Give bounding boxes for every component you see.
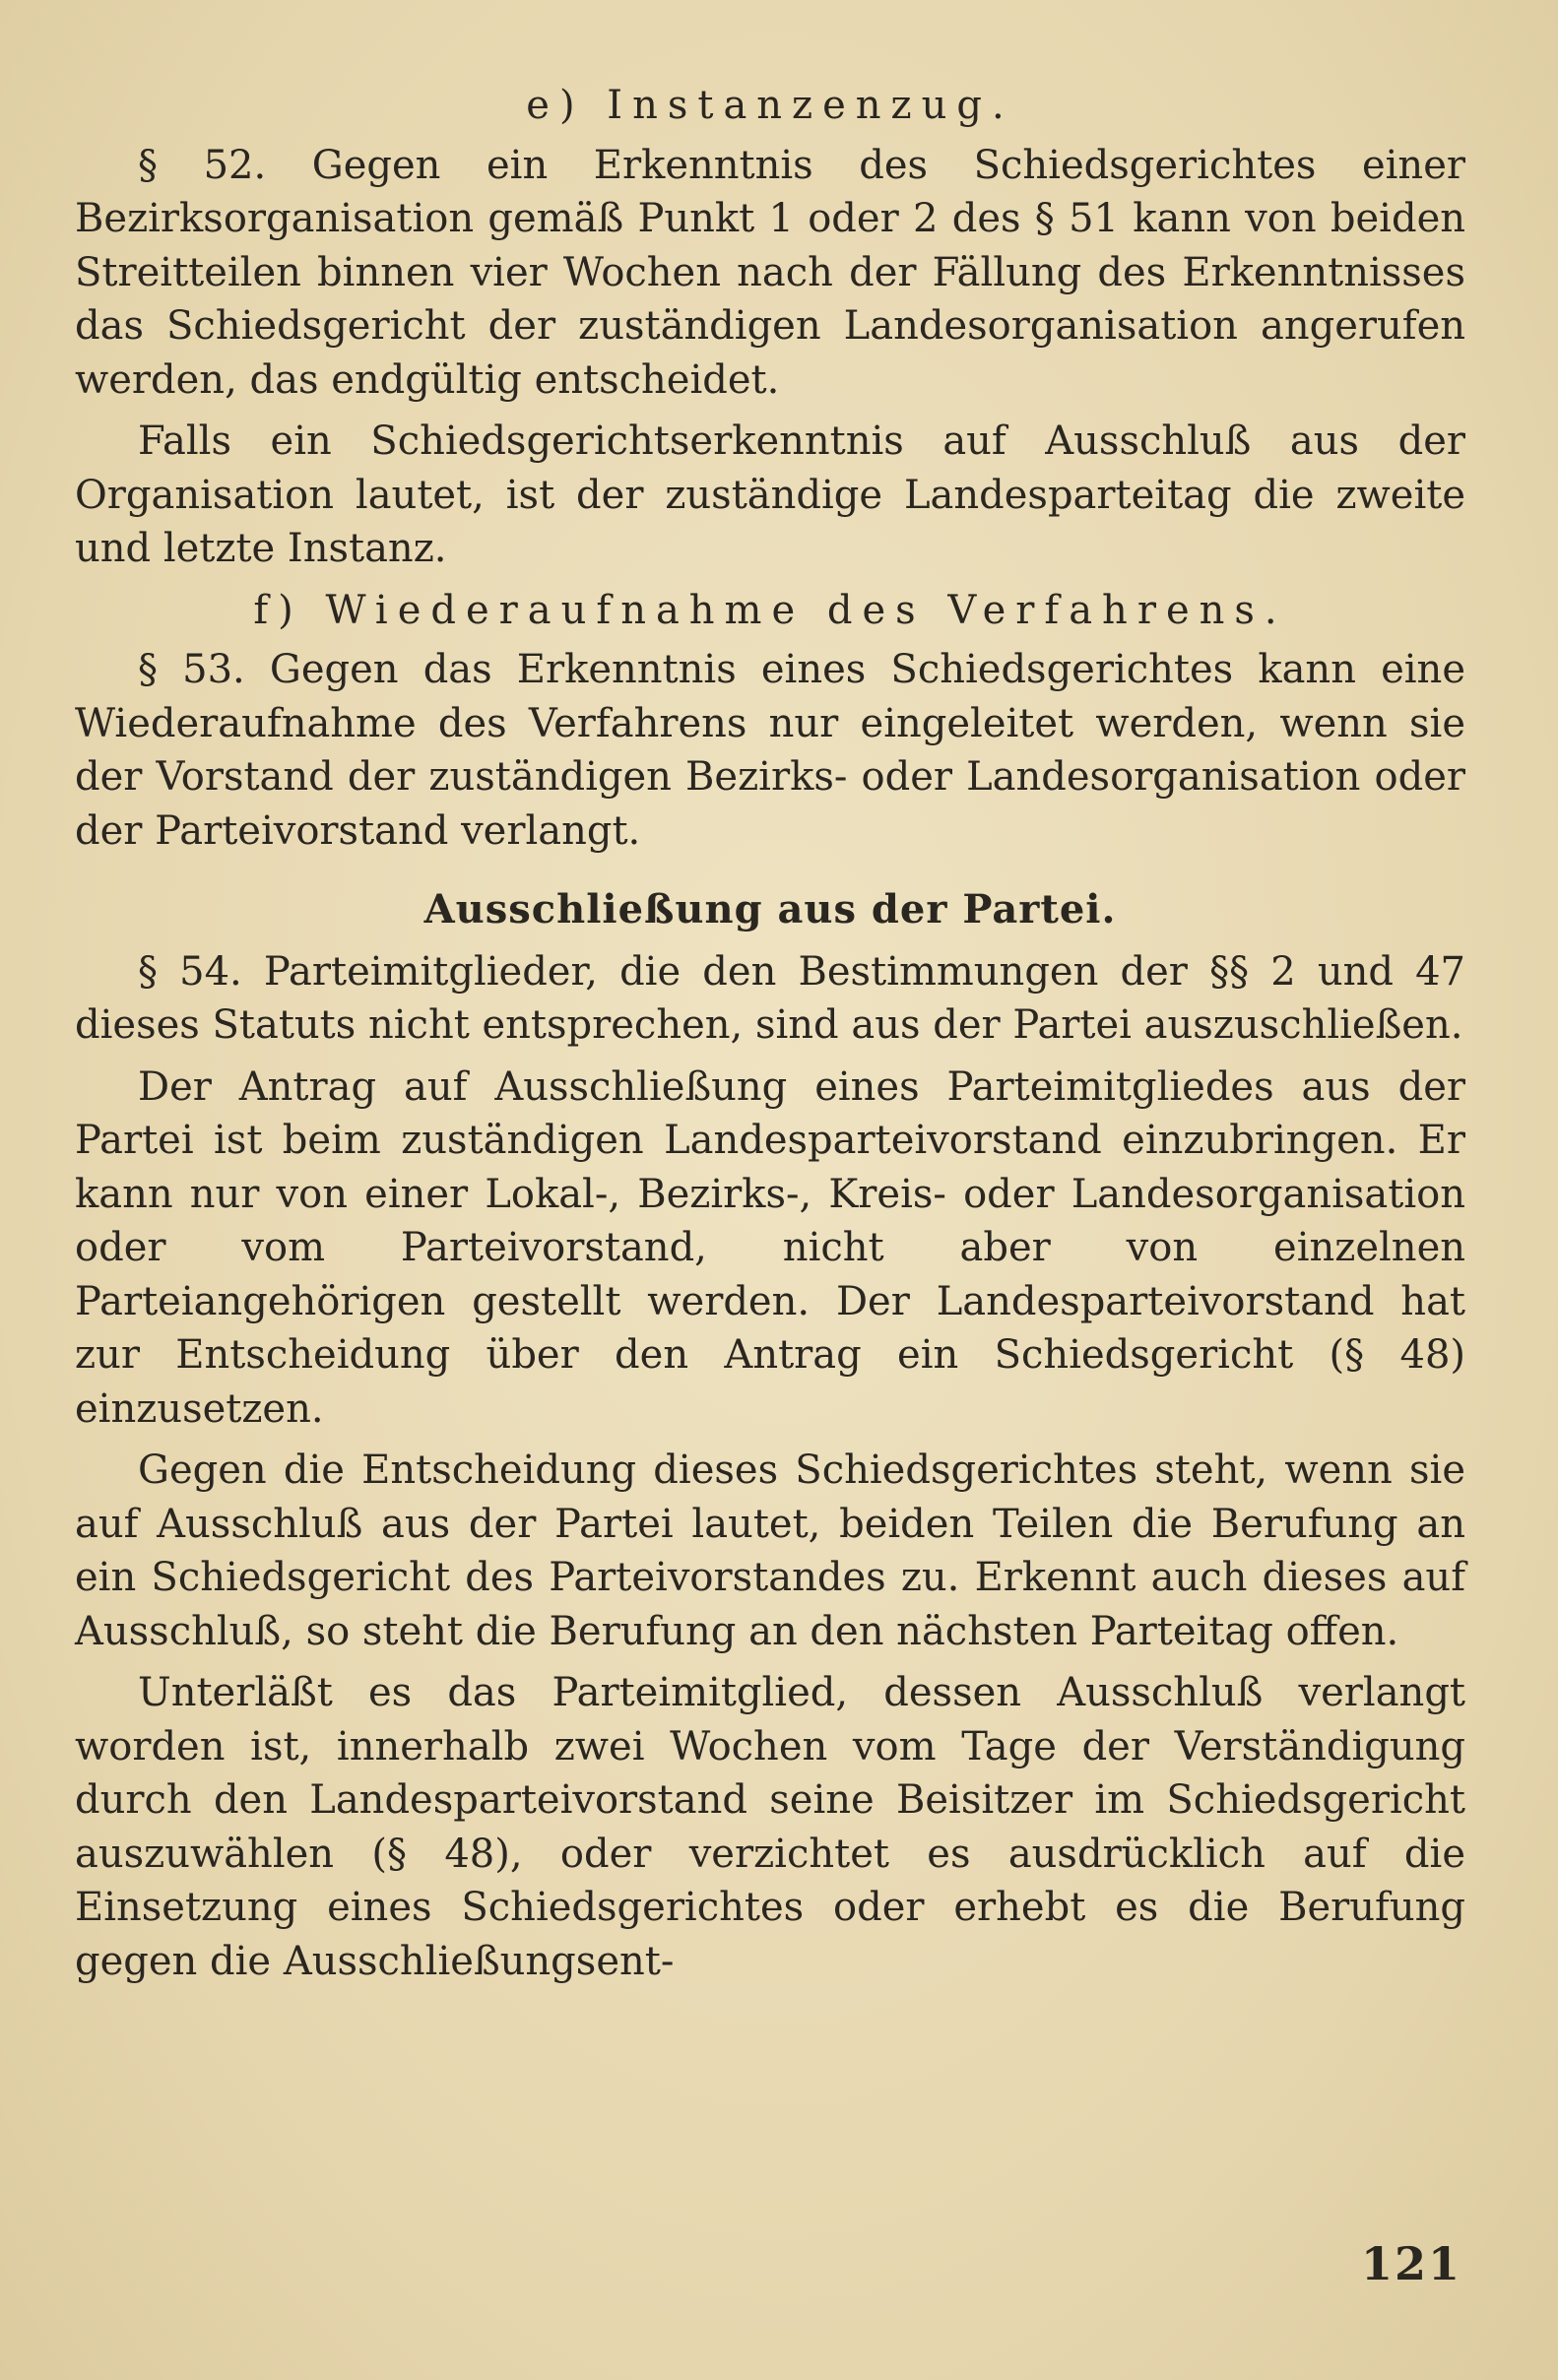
subheading-instanzenzug: e) Instanzenzug. bbox=[526, 83, 1014, 128]
paragraph-54-unterlaesst: Unterläßt es das Parteimitglied, dessen Ausschluß verlangt worden ist, innerhalb zwei Wochen vom Tage der Verständigung durch den Landesparteivorstand seine Beisitzer im Schiedsgericht auszuwählen (§ 48), oder verzichtet es ausdrücklich auf die Einsetzung eines Schiedsgerichtes oder erhebt es die Berufung gegen die Ausschließungsent- bbox=[75, 1670, 1465, 1984]
paragraph-52-continued: Falls ein Schiedsgerichtserkenntnis auf Ausschluß aus der Organisation lautet, ist der zuständige Landesparteitag die zweite und letzte Instanz. bbox=[75, 418, 1465, 571]
paragraph-54-antrag: Der Antrag auf Ausschließung eines Parteimitgliedes aus der Partei ist beim zuständigen Landesparteivorstand einzubringen. Er kann nur von einer Lokal-, Bezirks-, Kreis- oder Landesorganisation oder vom Parteivorstand, nicht aber von einzelnen Parteiangehörigen gestellt werden. Der Landesparteivorstand hat zur Entscheidung über den Antrag ein Schiedsgericht (§ 48) einzusetzen. bbox=[75, 1063, 1465, 1432]
page-body bbox=[75, 79, 1465, 1996]
page-number: 121 bbox=[1360, 2237, 1461, 2290]
paragraph-54: § 54. Parteimitglieder, die den Bestimmungen der §§ 2 und 47 dieses Statuts nicht entsprechen, sind aus der Partei auszuschließen. bbox=[75, 948, 1465, 1048]
subheading-wiederaufnahme: f) Wiederaufnahme des Verfahrens. bbox=[253, 587, 1287, 633]
paragraph-53: § 53. Gegen das Erkenntnis eines Schiedsgerichtes kann eine Wiederaufnahme des Verfahrens nur eingeleitet werden, wenn sie der Vorstand der zuständigen Bezirks- oder Landesorganisation oder der Parteivorstand verlangt. bbox=[75, 647, 1465, 854]
paragraph-54-berufung: Gegen die Entscheidung dieses Schiedsgerichtes steht, wenn sie auf Ausschluß aus der Partei lautet, beiden Teilen die Berufung an ein Schiedsgericht des Parteivorstandes zu. Erkennt auch dieses auf Ausschluß, so steht die Berufung an den nächsten Parteitag offen. bbox=[75, 1447, 1465, 1654]
section-title-ausschliessung: Ausschließung aus der Partei. bbox=[423, 886, 1117, 933]
paragraph-52: § 52. Gegen ein Erkenntnis des Schiedsgerichtes einer Bezirksorganisation gemäß Punkt 1 oder 2 des § 51 kann von beiden Streitteilen binnen vier Wochen nach der Fällung des Erkenntnisses das Schiedsgericht der zuständigen Landesorganisation angerufen werden, das endgültig entscheidet. bbox=[75, 142, 1465, 403]
